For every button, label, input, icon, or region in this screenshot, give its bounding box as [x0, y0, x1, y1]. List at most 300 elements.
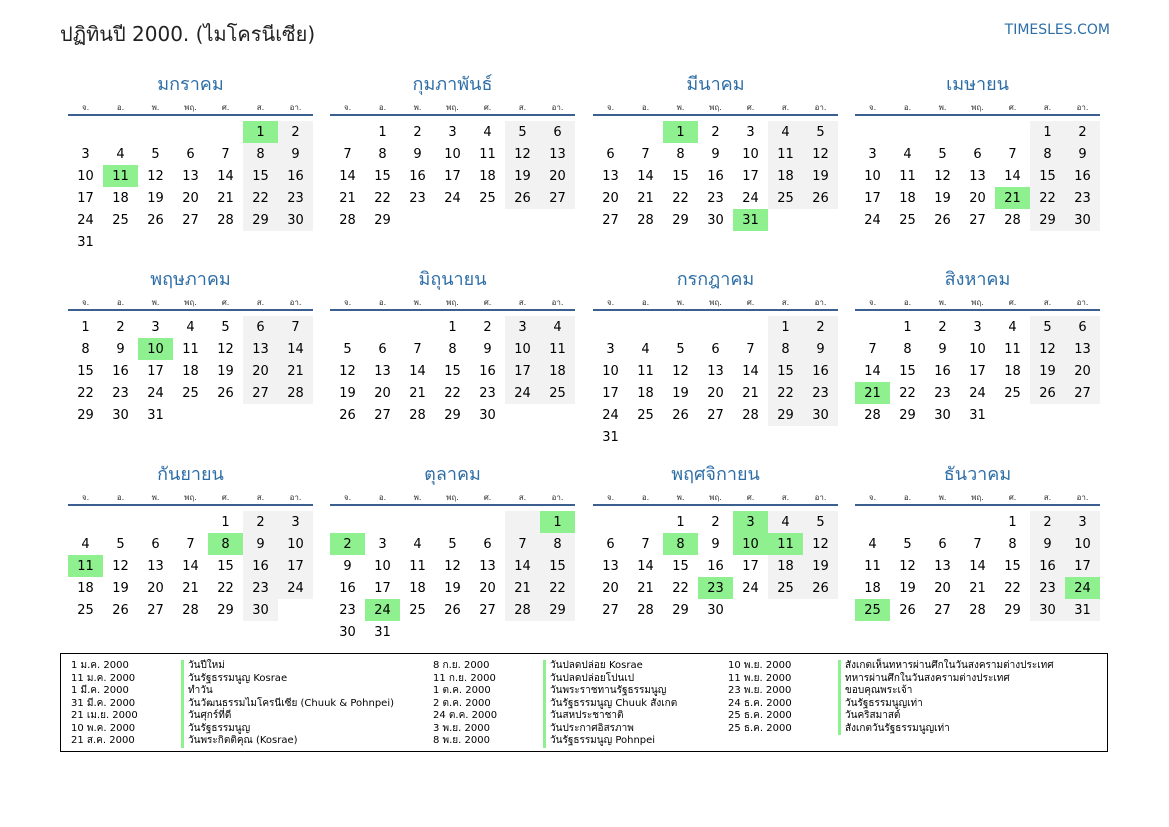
day-cell: 17	[505, 360, 540, 382]
day-cell: 10	[742, 146, 759, 162]
day-cell: 4	[540, 316, 575, 338]
holiday-day: 3	[733, 511, 768, 533]
day-cell: 6	[151, 536, 160, 552]
day-cell: 29	[1004, 602, 1021, 618]
day-cell: 8	[378, 146, 387, 162]
day-cell: 14	[742, 363, 759, 379]
day-cell: 11	[409, 558, 426, 574]
holiday-date: 25 ธ.ค. 2000	[728, 722, 792, 734]
day-cell: 2	[1030, 511, 1065, 533]
day-cell: 15	[243, 165, 278, 187]
holiday-date: 21 ส.ค. 2000	[71, 735, 135, 746]
empty-cell	[855, 316, 890, 338]
weekday-label: พฤ.	[446, 102, 459, 112]
day-cell: 16	[112, 363, 129, 379]
day-grid	[330, 316, 575, 426]
day-cell: 7	[505, 533, 540, 555]
holiday-name: ทหารผ่านศึกในวันสงครามต่างประเทศ	[838, 673, 1010, 686]
day-cell: 19	[147, 190, 164, 206]
legend-row	[71, 660, 394, 673]
day-cell: 30	[339, 624, 356, 640]
day-cell: 26	[444, 602, 461, 618]
weekday-label: พฤ.	[709, 492, 722, 502]
day-cell: 29	[444, 407, 461, 423]
day-cell: 21	[409, 385, 426, 401]
day-cell: 25	[77, 602, 94, 618]
weekday-label: อ.	[641, 492, 650, 502]
day-cell: 29	[243, 209, 278, 231]
day-cell: 12	[444, 558, 461, 574]
weekday-label: ศ.	[221, 297, 230, 307]
day-cell: 3	[151, 319, 160, 335]
holiday-date: 24 ต.ค. 2000	[433, 710, 498, 721]
holiday-date: 3 พ.ย. 2000	[433, 722, 490, 734]
day-cell: 5	[505, 121, 540, 143]
weekday-label: พ.	[676, 297, 685, 307]
holiday-date: 11 ม.ค. 2000	[71, 672, 136, 684]
month-block	[330, 265, 575, 426]
day-cell: 1	[448, 319, 457, 335]
day-cell: 23	[479, 385, 496, 401]
day-cell: 19	[803, 165, 838, 187]
day-cell: 6	[540, 121, 575, 143]
day-cell: 20	[707, 385, 724, 401]
holiday-name: วันสหประชาชาติ	[543, 710, 624, 723]
day-cell: 22	[540, 577, 575, 599]
day-cell: 7	[221, 146, 230, 162]
day-cell: 30	[243, 599, 278, 621]
day-grid	[68, 316, 313, 426]
empty-cell	[663, 316, 698, 338]
legend-row	[728, 685, 1054, 698]
day-cell: 24	[864, 212, 881, 228]
day-cell: 19	[672, 385, 689, 401]
day-cell: 31	[1065, 599, 1100, 621]
day-cell: 19	[112, 580, 129, 596]
weekday-label: ส.	[781, 297, 790, 307]
holiday-name: สังเกตวันรัฐธรรมนูญเท่า	[838, 723, 950, 736]
day-cell: 22	[672, 190, 689, 206]
legend-row	[71, 710, 394, 723]
day-cell: 7	[186, 536, 195, 552]
month-block	[68, 265, 313, 426]
holiday-name: วันปลดปล่อยโปนเป	[543, 673, 634, 686]
day-cell: 24	[742, 190, 759, 206]
weekday-header	[68, 490, 313, 506]
day-cell: 2	[243, 511, 278, 533]
day-grid	[593, 121, 838, 231]
weekday-label: จ.	[81, 102, 90, 112]
holiday-day: 1	[540, 511, 575, 533]
day-cell: 27	[969, 212, 986, 228]
day-cell: 18	[479, 168, 496, 184]
empty-cell	[593, 511, 628, 533]
day-cell: 14	[1004, 168, 1021, 184]
day-cell: 7	[343, 146, 352, 162]
day-cell: 29	[374, 212, 391, 228]
empty-cell	[855, 511, 890, 533]
month-name: กรกฎาคม	[676, 269, 755, 290]
holiday-date: 8 พ.ย. 2000	[433, 735, 490, 746]
day-cell: 6	[606, 146, 615, 162]
day-cell: 22	[374, 190, 391, 206]
empty-cell	[138, 511, 173, 533]
day-cell: 8	[676, 146, 685, 162]
legend-row	[728, 673, 1054, 686]
day-cell: 28	[969, 602, 986, 618]
day-cell: 14	[637, 168, 654, 184]
day-cell: 20	[602, 580, 619, 596]
day-cell: 13	[602, 168, 619, 184]
day-cell: 28	[339, 212, 356, 228]
holiday-day: 25	[855, 599, 890, 621]
weekday-label: พ.	[413, 297, 422, 307]
weekday-label: จ.	[343, 102, 352, 112]
weekday-label: จ.	[343, 297, 352, 307]
day-cell: 7	[973, 536, 982, 552]
day-cell: 8	[1008, 536, 1017, 552]
weekday-label: ส.	[518, 102, 527, 112]
holiday-day: 31	[733, 209, 768, 231]
weekday-header	[855, 100, 1100, 116]
day-cell: 4	[116, 146, 125, 162]
day-cell: 12	[803, 533, 838, 555]
holiday-date: 23 พ.ย. 2000	[728, 685, 792, 696]
day-cell: 22	[899, 385, 916, 401]
day-cell: 17	[374, 580, 391, 596]
legend-row	[71, 685, 394, 698]
day-cell: 27	[602, 212, 619, 228]
day-cell: 1	[768, 316, 803, 338]
day-cell: 29	[217, 602, 234, 618]
weekday-label: อ.	[903, 102, 912, 112]
day-cell: 31	[602, 429, 619, 445]
weekday-header	[593, 295, 838, 311]
holiday-day: 11	[68, 555, 103, 577]
weekday-label: ศ.	[483, 297, 492, 307]
weekday-label: อ.	[378, 102, 387, 112]
day-cell: 14	[182, 558, 199, 574]
day-cell: 6	[973, 146, 982, 162]
day-cell: 14	[278, 338, 313, 360]
day-cell: 23	[278, 187, 313, 209]
day-cell: 21	[637, 190, 654, 206]
day-cell: 17	[147, 363, 164, 379]
day-cell: 9	[1030, 533, 1065, 555]
day-cell: 30	[278, 209, 313, 231]
day-cell: 18	[112, 190, 129, 206]
day-cell: 24	[77, 212, 94, 228]
day-cell: 8	[448, 341, 457, 357]
weekday-label: อ.	[903, 492, 912, 502]
day-cell: 17	[864, 190, 881, 206]
day-cell: 10	[1065, 533, 1100, 555]
day-cell: 18	[182, 363, 199, 379]
day-cell: 9	[711, 146, 720, 162]
empty-cell	[628, 121, 663, 143]
day-cell: 26	[147, 212, 164, 228]
month-block	[593, 265, 838, 448]
day-cell: 23	[803, 382, 838, 404]
empty-cell	[400, 316, 435, 338]
weekday-label: อา.	[551, 492, 564, 502]
day-cell: 16	[707, 168, 724, 184]
day-cell: 16	[479, 363, 496, 379]
legend-row	[728, 698, 1054, 711]
day-cell: 26	[803, 577, 838, 599]
holiday-name: วันศุกร์ที่ดี	[181, 710, 231, 723]
day-cell: 9	[343, 558, 352, 574]
day-cell: 11	[864, 558, 881, 574]
day-cell: 2	[116, 319, 125, 335]
day-cell: 14	[409, 363, 426, 379]
weekday-label: จ.	[81, 297, 90, 307]
empty-cell	[855, 121, 890, 143]
holiday-name: วันรัฐธรรมนูญ	[181, 723, 250, 736]
day-cell: 5	[803, 121, 838, 143]
day-cell: 10	[444, 146, 461, 162]
day-cell: 12	[934, 168, 951, 184]
day-cell: 2	[278, 121, 313, 143]
day-cell: 25	[1004, 385, 1021, 401]
holiday-name: วันรัฐธรรมนูญ Kosrae	[181, 673, 287, 686]
day-cell: 17	[742, 558, 759, 574]
month-block	[330, 70, 575, 231]
day-cell: 24	[602, 407, 619, 423]
day-cell: 13	[479, 558, 496, 574]
weekday-label: พ.	[151, 297, 160, 307]
empty-cell	[890, 511, 925, 533]
empty-cell	[628, 316, 663, 338]
day-cell: 5	[221, 319, 230, 335]
weekday-label: ส.	[1043, 492, 1052, 502]
day-cell: 31	[969, 407, 986, 423]
weekday-label: อ.	[641, 297, 650, 307]
day-cell: 18	[77, 580, 94, 596]
weekday-label: ส.	[256, 102, 265, 112]
weekday-label: พฤ.	[184, 297, 197, 307]
month-block	[593, 460, 838, 621]
day-cell: 20	[147, 580, 164, 596]
day-cell: 22	[444, 385, 461, 401]
day-cell: 6	[186, 146, 195, 162]
weekday-label: ส.	[256, 297, 265, 307]
day-cell: 9	[413, 146, 422, 162]
day-cell: 19	[505, 165, 540, 187]
day-cell: 10	[374, 558, 391, 574]
holiday-date: 10 พ.ย. 2000	[728, 660, 792, 671]
day-cell: 18	[540, 360, 575, 382]
weekday-label: อา.	[1076, 492, 1089, 502]
day-cell: 30	[707, 212, 724, 228]
month-name: เมษายน	[946, 74, 1009, 95]
day-cell: 24	[505, 382, 540, 404]
empty-cell	[925, 511, 960, 533]
day-cell: 5	[803, 511, 838, 533]
day-cell: 13	[707, 363, 724, 379]
day-cell: 21	[217, 190, 234, 206]
weekday-label: พฤ.	[446, 492, 459, 502]
day-cell: 19	[934, 190, 951, 206]
empty-cell	[698, 316, 733, 338]
legend-row	[71, 723, 394, 736]
day-cell: 26	[1030, 382, 1065, 404]
holiday-date: 1 ม.ค. 2000	[71, 660, 129, 671]
day-cell: 12	[147, 168, 164, 184]
day-cell: 22	[768, 382, 803, 404]
day-cell: 3	[81, 146, 90, 162]
day-cell: 25	[899, 212, 916, 228]
day-cell: 9	[938, 341, 947, 357]
day-cell: 22	[672, 580, 689, 596]
day-cell: 8	[1030, 143, 1065, 165]
weekday-label: จ.	[606, 102, 615, 112]
day-cell: 11	[540, 338, 575, 360]
legend-row	[71, 673, 394, 686]
day-cell: 11	[899, 168, 916, 184]
weekday-label: อา.	[289, 492, 302, 502]
day-cell: 29	[77, 407, 94, 423]
weekday-header	[855, 490, 1100, 506]
day-cell: 13	[374, 363, 391, 379]
day-cell: 30	[1030, 599, 1065, 621]
day-cell: 20	[602, 190, 619, 206]
day-cell: 4	[413, 536, 422, 552]
weekday-header	[330, 100, 575, 116]
empty-cell	[435, 511, 470, 533]
day-cell: 4	[868, 536, 877, 552]
day-cell: 13	[1065, 338, 1100, 360]
day-cell: 18	[637, 385, 654, 401]
day-cell: 5	[676, 341, 685, 357]
day-cell: 5	[116, 536, 125, 552]
weekday-header	[330, 295, 575, 311]
day-cell: 5	[938, 146, 947, 162]
day-cell: 5	[1030, 316, 1065, 338]
empty-cell	[960, 511, 995, 533]
day-cell: 9	[116, 341, 125, 357]
holiday-name: วันคริสมาสต์	[838, 710, 900, 723]
day-cell: 3	[746, 124, 755, 140]
day-cell: 14	[339, 168, 356, 184]
holiday-day: 11	[103, 165, 138, 187]
month-block	[68, 460, 313, 621]
day-cell: 30	[803, 404, 838, 426]
holiday-date: 11 ก.ย. 2000	[433, 672, 496, 684]
weekday-label: ส.	[256, 492, 265, 502]
weekday-label: พ.	[676, 102, 685, 112]
empty-cell	[138, 121, 173, 143]
day-cell: 17	[742, 168, 759, 184]
holiday-name: วันปลดปล่อย Kosrae	[543, 660, 643, 673]
weekday-label: พฤ.	[709, 102, 722, 112]
legend-row	[71, 735, 394, 748]
legend-row	[728, 723, 1054, 736]
day-cell: 20	[540, 165, 575, 187]
day-cell: 10	[969, 341, 986, 357]
day-cell: 15	[1030, 165, 1065, 187]
day-cell: 12	[672, 363, 689, 379]
holiday-day: 8	[663, 533, 698, 555]
day-cell: 24	[742, 580, 759, 596]
holiday-date: 25 ธ.ค. 2000	[728, 710, 792, 721]
empty-cell	[330, 121, 365, 143]
day-cell: 21	[637, 580, 654, 596]
day-cell: 22	[1004, 580, 1021, 596]
day-cell: 10	[278, 533, 313, 555]
empty-cell	[470, 511, 505, 533]
empty-cell	[733, 316, 768, 338]
day-grid	[330, 511, 575, 643]
day-cell: 1	[1008, 514, 1017, 530]
day-cell: 27	[707, 407, 724, 423]
holiday-day: 1	[243, 121, 278, 143]
day-cell: 18	[864, 580, 881, 596]
day-grid	[855, 121, 1100, 231]
weekday-label: อา.	[814, 102, 827, 112]
day-cell: 9	[711, 536, 720, 552]
day-cell: 29	[1030, 209, 1065, 231]
weekday-label: พ.	[151, 492, 160, 502]
day-cell: 17	[77, 190, 94, 206]
day-cell: 26	[112, 602, 129, 618]
day-cell: 5	[903, 536, 912, 552]
day-cell: 15	[768, 360, 803, 382]
month-name: สิงหาคม	[944, 269, 1011, 290]
day-cell: 29	[672, 602, 689, 618]
day-cell: 25	[540, 382, 575, 404]
day-cell: 14	[217, 168, 234, 184]
day-cell: 3	[505, 316, 540, 338]
weekday-label: อ.	[116, 297, 125, 307]
holiday-day: 11	[768, 533, 803, 555]
weekday-label: จ.	[606, 297, 615, 307]
day-cell: 6	[606, 536, 615, 552]
site-link[interactable]: TIMESLES.COM	[1004, 22, 1110, 38]
day-cell: 8	[768, 338, 803, 360]
day-cell: 6	[711, 341, 720, 357]
day-cell: 18	[768, 555, 803, 577]
day-cell: 7	[278, 316, 313, 338]
day-cell: 20	[1065, 360, 1100, 382]
day-cell: 17	[602, 385, 619, 401]
weekday-label: อ.	[903, 297, 912, 307]
weekday-label: ศ.	[746, 297, 755, 307]
day-cell: 22	[1030, 187, 1065, 209]
day-cell: 27	[540, 187, 575, 209]
day-cell: 22	[243, 187, 278, 209]
day-cell: 4	[1008, 319, 1017, 335]
day-cell: 23	[934, 385, 951, 401]
day-cell: 11	[182, 341, 199, 357]
day-cell: 27	[147, 602, 164, 618]
day-cell: 20	[479, 580, 496, 596]
day-cell: 28	[637, 212, 654, 228]
month-block	[593, 70, 838, 231]
day-cell: 2	[803, 316, 838, 338]
weekday-header	[68, 295, 313, 311]
weekday-label: ศ.	[1008, 102, 1017, 112]
day-cell: 13	[934, 558, 951, 574]
holiday-legend	[60, 653, 1108, 752]
day-cell: 12	[217, 341, 234, 357]
weekday-label: ศ.	[221, 492, 230, 502]
day-cell: 28	[217, 212, 234, 228]
day-cell: 28	[1004, 212, 1021, 228]
day-cell: 31	[374, 624, 391, 640]
weekday-label: อา.	[814, 297, 827, 307]
day-cell: 14	[637, 558, 654, 574]
